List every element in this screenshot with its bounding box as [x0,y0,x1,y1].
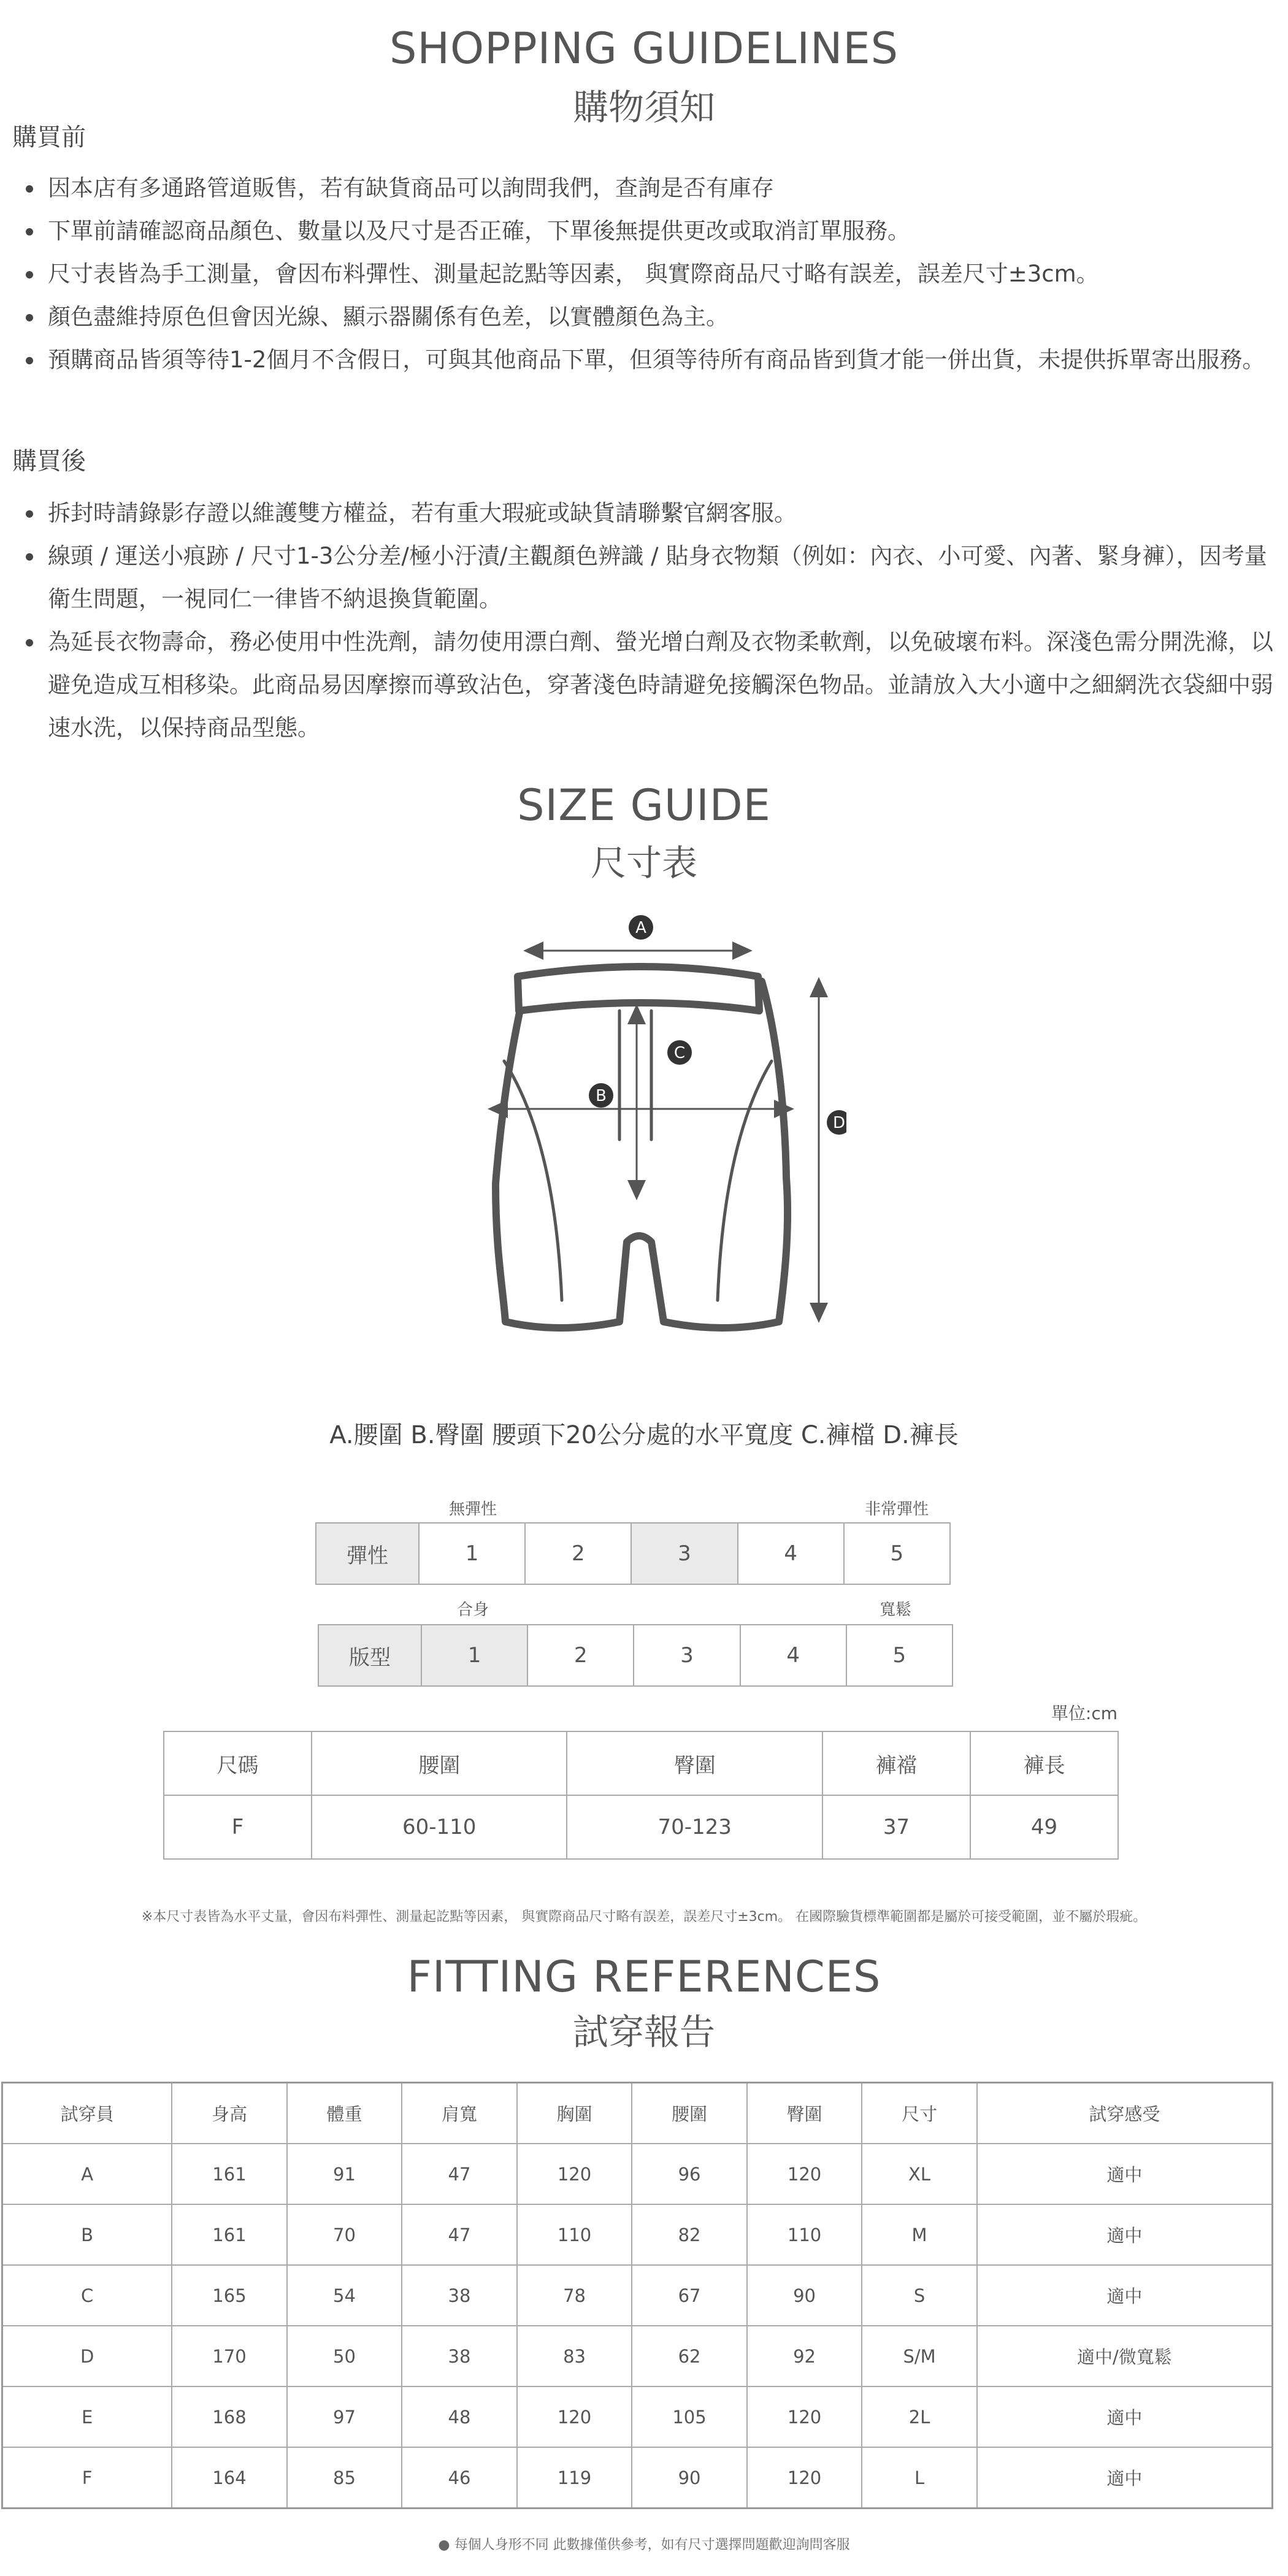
fitting-table-header-cell: 胸圍 [517,2083,632,2144]
size-note: ※本尺寸表皆為水平丈量，會因布料彈性、測量起訖點等因素， 與實際商品尺寸略有誤差，誤差尺寸±3cm。 在國際驗貨標準範圍都是屬於可接受範圍，並不屬於瑕疵。 [141,1909,1147,1925]
fitting-table-header-cell: 尺寸 [862,2083,977,2144]
fitting-table-cell: 83 [517,2326,632,2386]
fit-level-5: 5 [846,1625,953,1686]
fitting-table-cell: S/M [862,2326,977,2386]
fitting-table-cell: 50 [287,2326,402,2386]
fitting-table-cell: 92 [747,2326,862,2386]
fitting-table-cell: 38 [402,2326,517,2386]
fitting-table-cell: 90 [632,2447,747,2509]
size-table-header-cell: 腰圍 [312,1731,567,1795]
fitting-table-cell: 78 [517,2265,632,2326]
fitting-table-cell: D [2,2326,172,2386]
fitting-table [1,2082,1273,2509]
fitting-table-row [2,2144,1273,2204]
fitting-table-cell: 91 [287,2144,402,2204]
fitting-table-cell: 120 [517,2144,632,2204]
elasticity-right-label: 非常彈性 [865,1500,929,1519]
size-table-header-cell: 臀圍 [567,1731,822,1795]
fitting-table-cell: 適中 [977,2447,1273,2509]
size-guide-title-zh: 尺寸表 [590,842,697,884]
fitting-table-cell: 170 [172,2326,287,2386]
size-table-header-cell: 褲襠 [822,1731,970,1795]
fitting-table-cell: 90 [747,2265,862,2326]
fitting-table-cell: 164 [172,2447,287,2509]
fitting-table-cell: 120 [747,2447,862,2509]
elasticity-left-label: 無彈性 [449,1500,497,1519]
fitting-table-cell: E [2,2386,172,2447]
fitting-title-zh: 試穿報告 [572,2011,715,2053]
fitting-table-cell: 85 [287,2447,402,2509]
fitting-table-cell: 47 [402,2204,517,2265]
fitting-table-cell: M [862,2204,977,2265]
fitting-table-cell: 70 [287,2204,402,2265]
fit-level-3: 3 [634,1625,740,1686]
size-table-row [164,1795,1118,1859]
fitting-table-cell: F [2,2447,172,2509]
fitting-table-cell: 120 [747,2386,862,2447]
fitting-footnote: ● 每個人身形不同 此數據僅供參考，如有尺寸選擇問題歡迎詢問客服 [438,2537,850,2553]
fitting-table-cell: 168 [172,2386,287,2447]
elasticity-level-3: 3 [631,1523,737,1584]
size-table-cell: 37 [822,1795,970,1859]
fitting-table-cell: 46 [402,2447,517,2509]
elasticity-header: 彈性 [316,1523,419,1584]
elasticity-level-4: 4 [738,1523,844,1584]
guideline-item: 線頭 / 運送小痕跡 / 尺寸1-3公分差/極小汙漬/主觀顏色辨識 / 貼身衣物類（例如：內衣、小可愛、內著、緊身褲），因考量衛生問題，一視同仁一律皆不納退換貨範圍。 [0,535,1282,621]
fitting-table-cell: 48 [402,2386,517,2447]
fitting-table-header-cell: 臀圍 [747,2083,862,2144]
fitting-table-cell: 適中/微寬鬆 [977,2326,1273,2386]
fitting-table-cell: B [2,2204,172,2265]
fitting-table-row [2,2326,1273,2386]
guideline-item: 因本店有多通路管道販售，若有缺貨商品可以詢問我們，查詢是否有庫存 [0,167,1282,210]
guideline-item: 預購商品皆須等待1-2個月不含假日，可與其他商品下單，但須等待所有商品皆到貨才能一併出貨，未提供拆單寄出服務。 [0,339,1282,381]
elasticity-level-2: 2 [525,1523,631,1584]
fit-header: 版型 [318,1625,421,1686]
guideline-item: 拆封時請錄影存證以維護雙方權益，若有重大瑕疵或缺貨請聯繫官網客服。 [0,492,1282,535]
fitting-table-cell: 62 [632,2326,747,2386]
fitting-table-row [2,2204,1273,2265]
fitting-table-cell: L [862,2447,977,2509]
fitting-table-header-cell: 身高 [172,2083,287,2144]
fitting-table-cell: 110 [517,2204,632,2265]
fitting-table-cell: 110 [747,2204,862,2265]
fitting-table-cell: 38 [402,2265,517,2326]
fit-level-1: 1 [421,1625,527,1686]
fitting-table-cell: C [2,2265,172,2326]
fit-level-4: 4 [740,1625,846,1686]
fitting-table-header-row [2,2083,1273,2144]
size-table-header-cell: 尺碼 [164,1731,312,1795]
fitting-table-cell: 97 [287,2386,402,2447]
elasticity-level-5: 5 [844,1523,950,1584]
fitting-table-cell: A [2,2144,172,2204]
fit-level-2: 2 [527,1625,634,1686]
fitting-table-header-cell: 試穿員 [2,2083,172,2144]
before-purchase-list [0,167,1282,381]
size-guide-title-en: SIZE GUIDE [517,780,771,830]
fitting-table-row [2,2447,1273,2509]
fitting-table-header-cell: 腰圍 [632,2083,747,2144]
fitting-table-cell: 105 [632,2386,747,2447]
elasticity-scale [315,1522,951,1585]
marker-b: B [596,1087,607,1105]
size-table-cell: 70-123 [567,1795,822,1859]
fitting-table-cell: 96 [632,2144,747,2204]
fitting-table-cell: XL [862,2144,977,2204]
fit-left-label: 合身 [457,1601,489,1619]
fitting-table-row [2,2265,1273,2326]
marker-d: D [832,1114,846,1132]
fitting-table-cell: 119 [517,2447,632,2509]
guideline-item: 顏色盡維持原色但會因光線、顯示器關係有色差，以實體顏色為主。 [0,296,1282,339]
fitting-table-cell: 適中 [977,2204,1273,2265]
fitting-table-cell: 適中 [977,2265,1273,2326]
fitting-table-cell: 適中 [977,2144,1273,2204]
after-purchase-list [0,492,1282,749]
size-table-cell: 60-110 [312,1795,567,1859]
guidelines-title-en: SHOPPING GUIDELINES [389,23,899,74]
size-table-cell: 49 [970,1795,1118,1859]
shorts-outline [496,981,788,1328]
fitting-table-cell: 54 [287,2265,402,2326]
fitting-table-header-cell: 肩寬 [402,2083,517,2144]
fitting-table-cell: 161 [172,2144,287,2204]
fit-scale [318,1624,953,1687]
after-purchase-label: 購買後 [12,447,86,475]
unit-label: 單位:cm [1051,1703,1117,1723]
fitting-table-cell: S [862,2265,977,2326]
fitting-table-header-cell: 試穿感受 [977,2083,1273,2144]
fitting-title-en: FITTING REFERENCES [407,1952,881,2002]
fitting-table-cell: 67 [632,2265,747,2326]
fitting-table-cell: 2L [862,2386,977,2447]
fitting-table-row [2,2386,1273,2447]
size-table-header-row [164,1731,1118,1795]
before-purchase-label: 購買前 [12,123,86,151]
fitting-table-cell: 120 [517,2386,632,2447]
fitting-table-cell: 161 [172,2204,287,2265]
shorts-diagram [466,908,846,1349]
fitting-table-header-cell: 體重 [287,2083,402,2144]
marker-a: A [635,919,646,937]
fitting-table-cell: 47 [402,2144,517,2204]
fitting-table-cell: 適中 [977,2386,1273,2447]
size-table [163,1731,1119,1860]
elasticity-level-1: 1 [419,1523,525,1584]
guidelines-title-zh: 購物須知 [572,86,715,128]
fitting-table-cell: 82 [632,2204,747,2265]
guideline-item: 下單前請確認商品顏色、數量以及尺寸是否正確，下單後無提供更改或取消訂單服務。 [0,210,1282,253]
fitting-table-cell: 120 [747,2144,862,2204]
size-table-cell: F [164,1795,312,1859]
marker-c: C [673,1044,686,1062]
fitting-table-cell: 165 [172,2265,287,2326]
fit-right-label: 寬鬆 [880,1601,912,1619]
guideline-item: 尺寸表皆為手工測量，會因布料彈性、測量起訖點等因素， 與實際商品尺寸略有誤差，誤差尺寸±3cm。 [0,253,1282,296]
guideline-item: 為延長衣物壽命，務必使用中性洗劑，請勿使用漂白劑、螢光增白劑及衣物柔軟劑，以免破壞布料。深淺色需分開洗滌，以避免造成互相移染。此商品易因摩擦而導致沾色，穿著淺色時請避免接觸深色物品。並請放入大小適中之細網洗衣袋細中弱速水洗，以保持商品型態。 [0,621,1282,749]
measurement-caption: A.腰圍 B.臀圍 腰頭下20公分處的水平寬度 C.褲檔 D.褲長 [329,1421,959,1449]
size-table-header-cell: 褲長 [970,1731,1118,1795]
waistband [518,967,759,1011]
